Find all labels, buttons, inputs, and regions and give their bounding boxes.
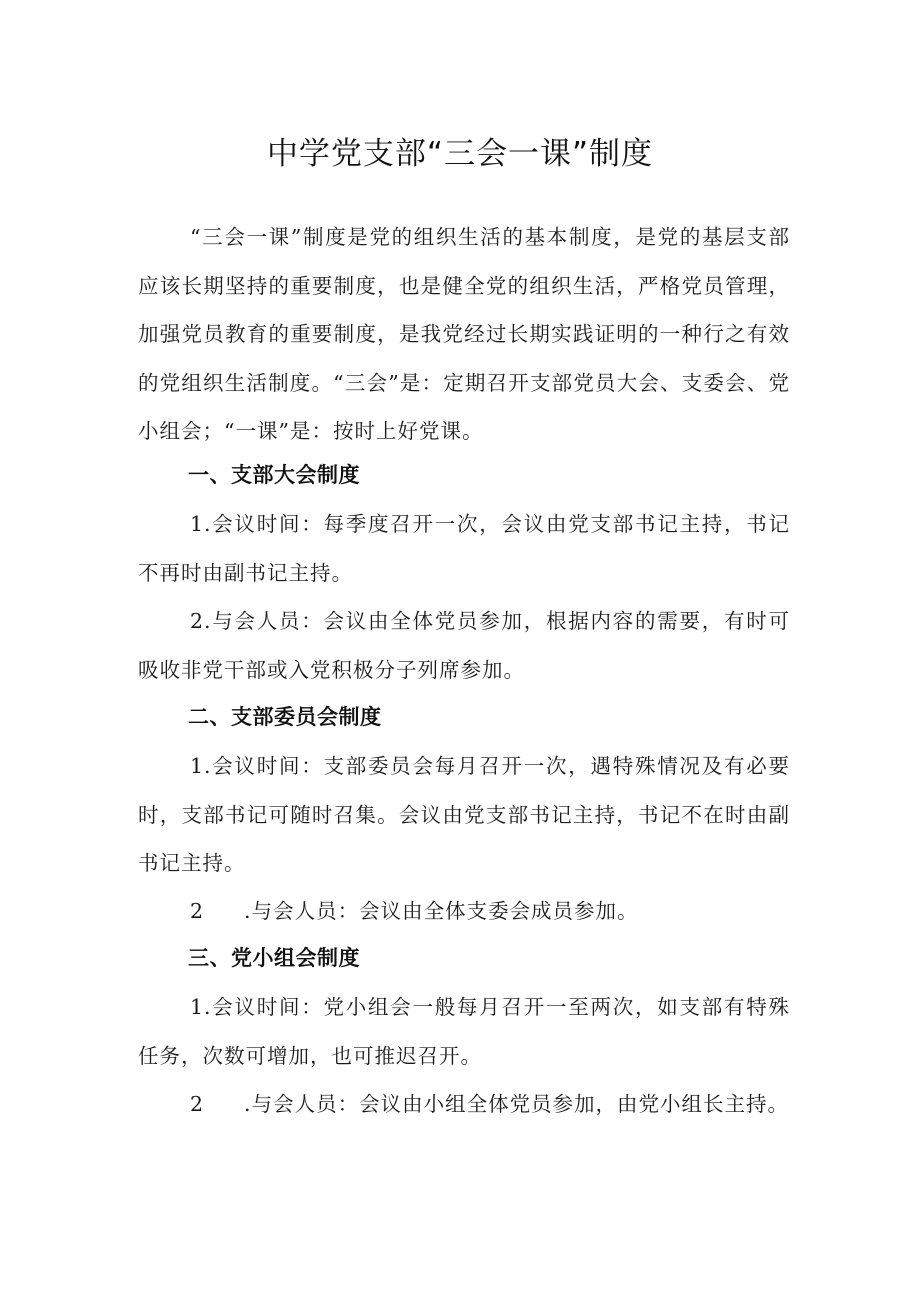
item-text: .会议时间：每季度召开一次，会议由党支部书记主持，书记不再时由副书记主持。 [138, 512, 790, 585]
item-text: .会议时间：支部委员会每月召开一次，遇特殊情况及有必要时，支部书记可随时召集。会议由党支部书记主持，书记不在时由副书记主持。 [138, 754, 790, 876]
item-number: 2 [190, 1092, 205, 1116]
section-1-item-2 [138, 597, 790, 694]
section-2-item-2 [138, 887, 790, 936]
item-number: 1 [190, 512, 205, 536]
item-text: .与会人员：会议由全体党员参加，根据内容的需要，有时可吸收非党干部或入党积极分子列席参加。 [138, 609, 790, 682]
item-number: 2 [190, 609, 205, 633]
item-number: 2 [190, 899, 205, 923]
item-text: .与会人员：会议由全体支委会成员参加。 [244, 899, 639, 923]
document-title: 中学党支部“三会一课”制度 [266, 136, 654, 172]
intro-paragraph: “三会一课”制度是党的组织生活的基本制度，是党的基层支部应该长期坚持的重要制度，也是健全党的组织生活，严格党员管理，加强党员教育的重要制度，是我党经过长期实践证明的一种行之有效的党组织生活制度。“三会”是：定期召开支部党员大会、支委会、党小组会；“一课”是：按时上好党课。 [138, 225, 790, 444]
section-2-item-1 [138, 742, 790, 888]
section-heading-1: 一、支部大会制度 [188, 463, 360, 487]
section-1-item-1 [138, 500, 790, 597]
section-heading-2: 二、支部委员会制度 [188, 705, 382, 729]
section-heading-3: 三、党小组会制度 [188, 946, 360, 970]
section-3-item-2 [138, 1080, 790, 1129]
item-text: .会议时间：党小组会一般每月召开一至两次，如支部有特殊任务，次数可增加，也可推迟召开。 [138, 995, 790, 1068]
item-number: 1 [190, 754, 205, 778]
item-text: .与会人员：会议由小组全体党员参加，由党小组长主持。 [244, 1092, 790, 1116]
section-3-item-1 [138, 983, 790, 1080]
item-number: 1 [190, 995, 205, 1019]
